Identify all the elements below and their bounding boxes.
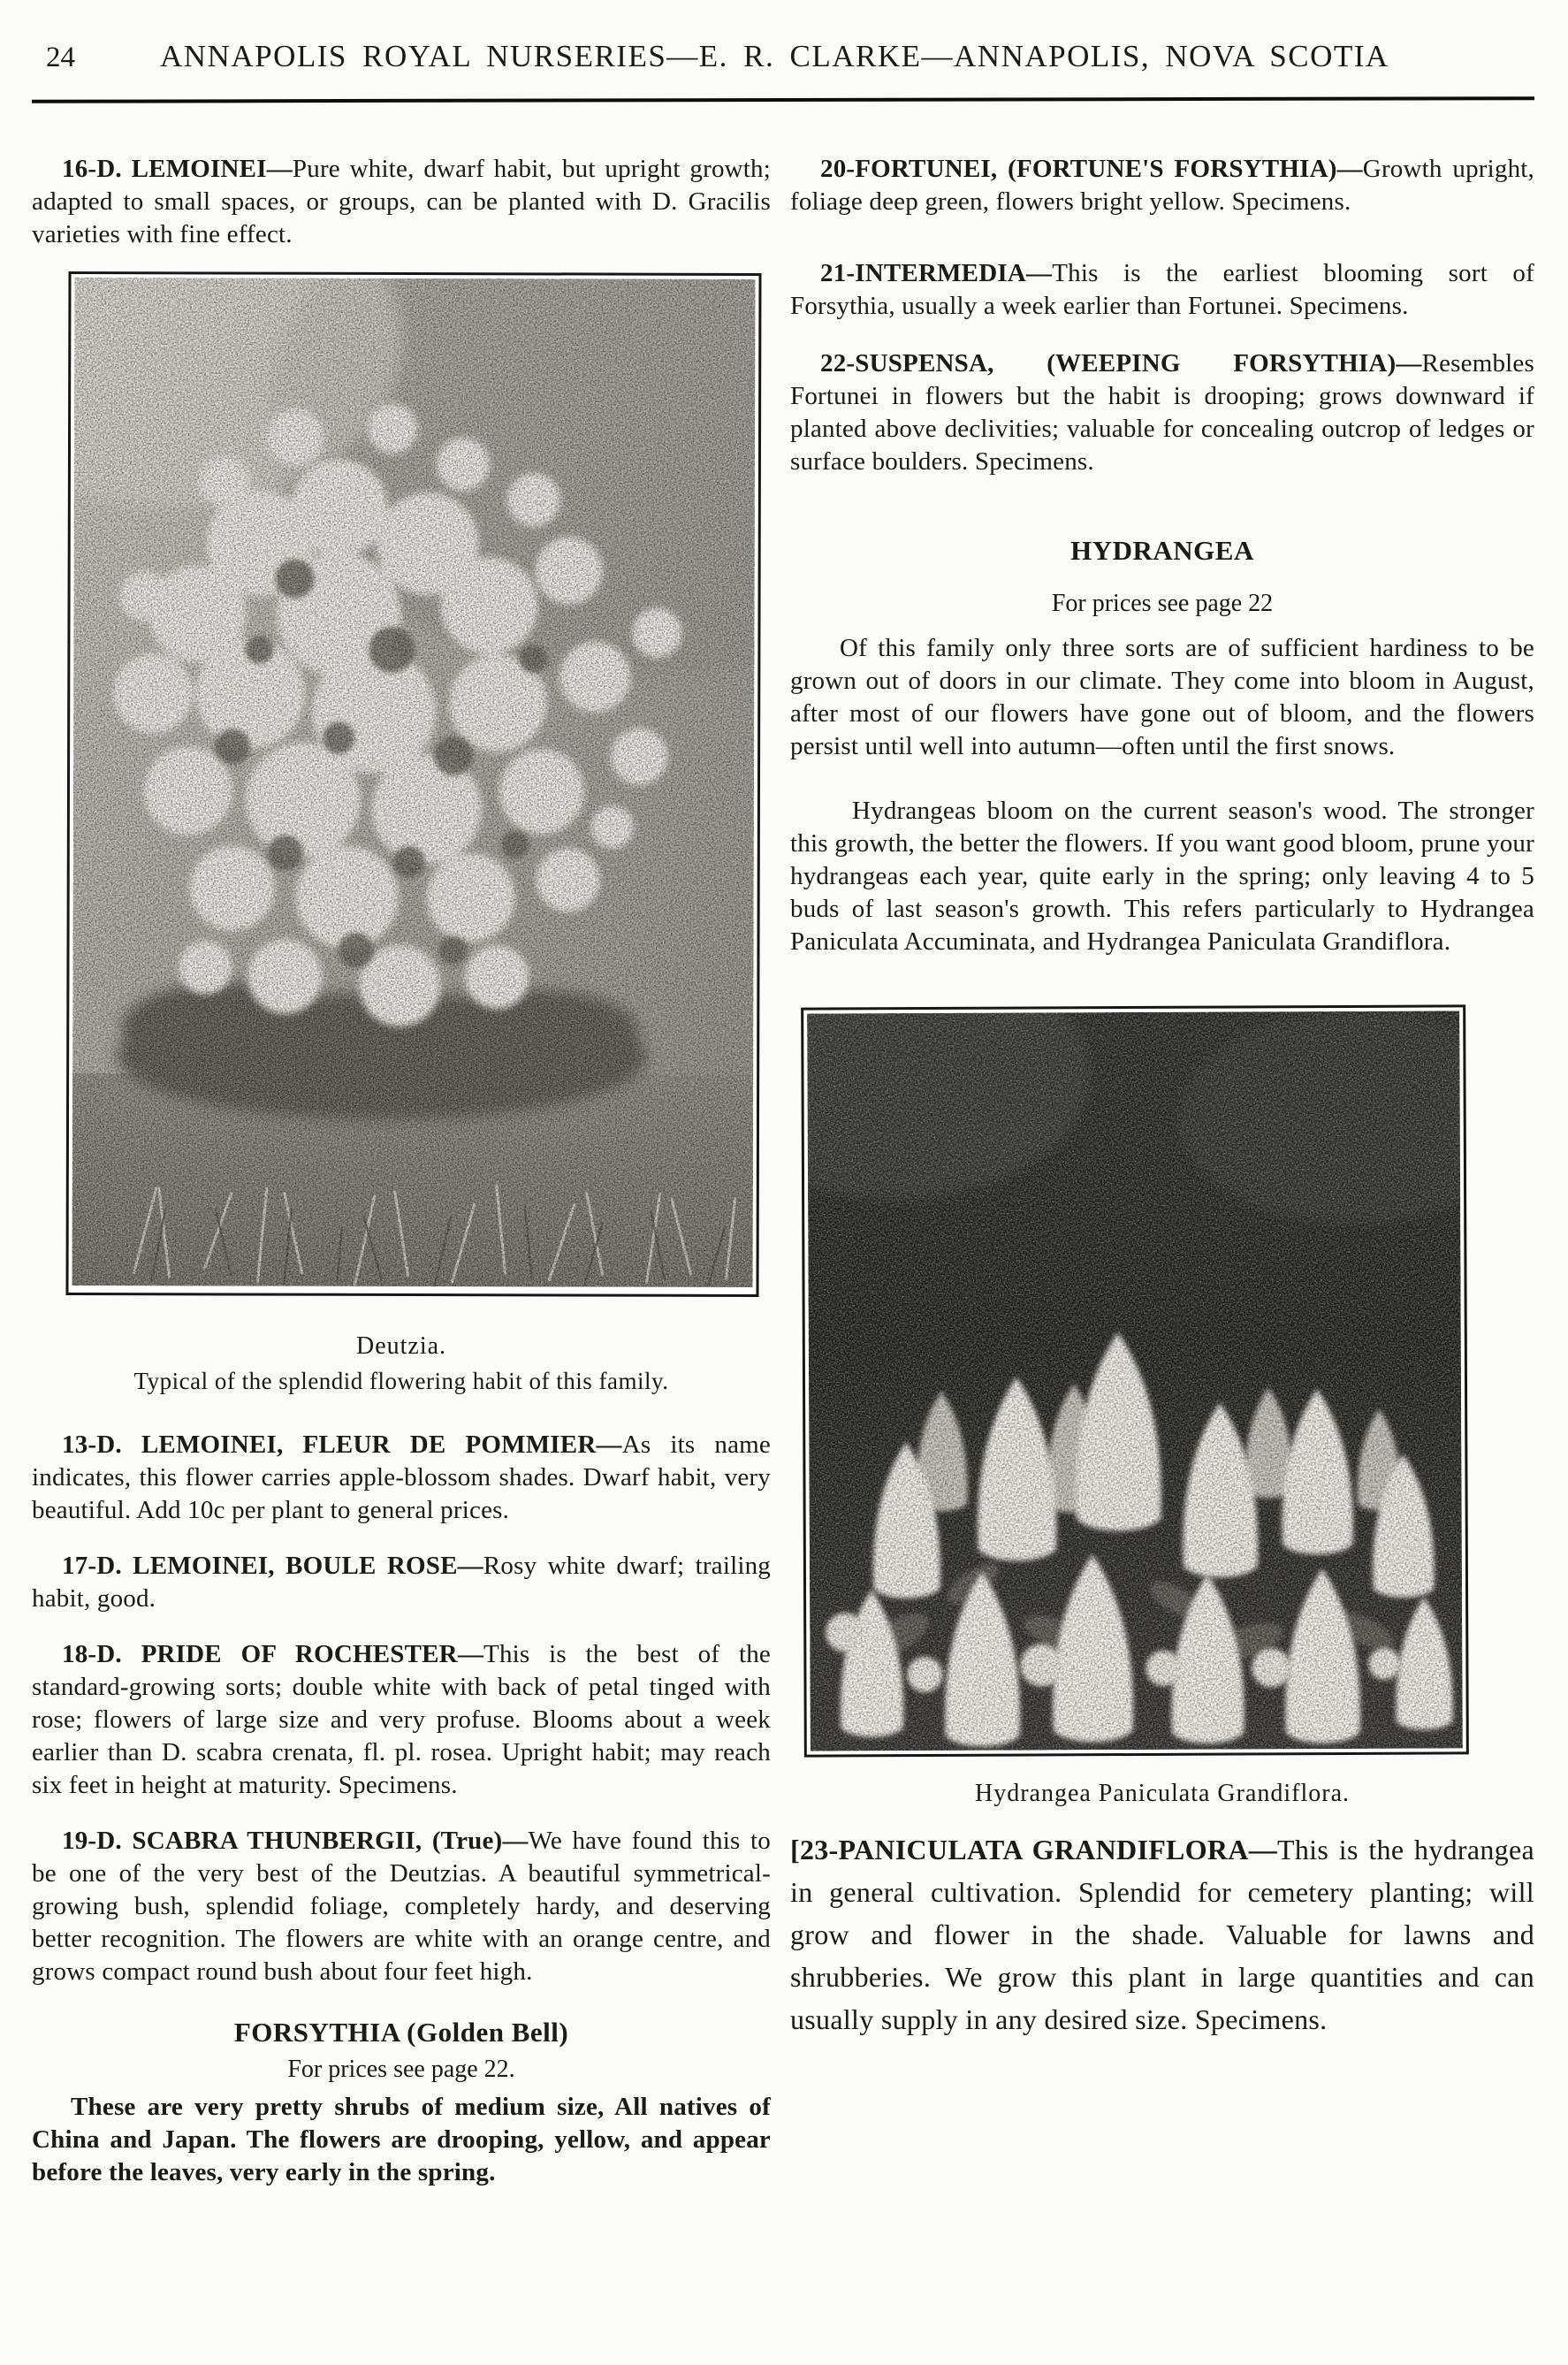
deutzia-subcaption: Typical of the splendid flowering habit of this family. [133,1368,669,1394]
entry-17d-head: 17-D. LEMOINEI, BOULE ROSE— [62,1552,483,1580]
right-column [790,153,1534,2189]
entry-18d [32,1638,771,1802]
page-title: ANNAPOLIS ROYAL NURSERIES—E. R. CLARKE—ANNAPOLIS, NOVA SCOTIA [160,39,1389,73]
page-number: 24 [46,42,75,73]
entry-13d-head: 13-D. LEMOINEI, FLEUR DE POMMIER— [62,1430,622,1459]
entry-22-body: Resembles Fortunei in flowers but the habit is drooping; grows downward if planted above declivities; valuable for concealing outcrop of ledges or surface boulders. Specimens. [790,349,1534,476]
forsythia-intro: These are very pretty shrubs of medium size, All natives of China and Japan. The flowers are drooping, yellow, and appear before the leaves, very early in the spring. [32,2093,771,2186]
entry-20-body: Growth upright, foliage deep green, flowers bright yellow. Specimens. [790,155,1534,216]
entry-22 [790,347,1534,478]
entry-20-head: 20-FORTUNEI, (FORTUNE'S FORSYTHIA)— [820,155,1363,183]
entry-21-body: This is the earliest blooming sort of Forsythia, usually a week earlier than Fortunei. Specimens. [790,259,1534,320]
hydrangea-intro-2: Hydrangeas bloom on the current season's wood. The stronger this growth, the better the flowers. If you want good bloom, prune your hydrangeas each year, quite early in the spring; only leaving 4 to 5 buds of last season's growth. This refers particularly to Hydrangea Paniculata Accuminata, and Hydrangea Paniculata Grandiflora. [790,797,1534,956]
entry-20 [790,153,1534,218]
deutzia-caption: Deutzia. [355,1332,447,1360]
entry-19d [32,1825,771,1988]
entry-16d-body: Pure white, dwarf habit, but upright growth; adapted to small spaces, or groups, can be planted with D. Gracilis varieties with fine effect. [32,155,772,248]
entry-19d-body: We have found this to be one of the very best of the Deutzias. A beautiful symmetrical-growing bush, splendid foliage, completely hardy, and deserving better recognition. The flowers are white with an orange centre, and grows compact round bush about four feet high. [32,1827,771,1986]
hydrangea-photo [801,1004,1469,1757]
header-rule [32,96,1534,103]
page-body [0,153,1568,2189]
hydrangea-heading: HYDRANGEA [1070,535,1254,566]
entry-22-head: 22-SUSPENSA, (WEEPING FORSYTHIA)— [820,349,1422,378]
entry-19d-head: 19-D. SCABRA THUNBERGII, (True)— [62,1827,529,1855]
entry-17d [32,1550,771,1615]
hydrangea-caption: Hydrangea Paniculata Grandiflora. [974,1780,1351,1807]
entry-13d [32,1429,771,1527]
entry-23-head: [23-PANICULATA GRANDIFLORA— [790,1834,1278,1865]
deutzia-photo-art [72,278,756,1287]
entry-17d-body: Rosy white dwarf; trailing habit, good. [32,1552,771,1613]
deutzia-photo [65,271,761,1297]
forsythia-prices-note: For prices see page 22. [287,2056,515,2083]
entry-13d-body: As its name indicates, this flower carries apple-blossom shades. Dwarf habit, very beautiful. Add 10c per plant to general prices. [32,1430,771,1524]
entry-18d-body: This is the best of the standard-growing sorts; double white with back of petal tinged with rose; flowers of large size and very profuse. Blooms about a week earlier than D. scabra crenata, fl. pl. rosea. Upright habit; may reach six feet in height at maturity. Specimens. [32,1640,772,1799]
entry-23-body: This is the hydrangea in general cultivation. Splendid for cemetery planting; will grow and flower in the shade. Valuable for lawns and shrubberies. We grow this plant in large quantities and can usually supply in any desired size. Specimens. [790,1834,1534,2035]
entry-16d-head: 16-D. LEMOINEI— [62,155,293,183]
hydrangea-prices-note: For prices see page 22 [1051,590,1274,617]
forsythia-heading: FORSYTHIA (Golden Bell) [233,2017,569,2048]
entry-18d-head: 18-D. PRIDE OF ROCHESTER— [62,1640,484,1668]
page-header [46,35,1533,79]
entry-16d [32,153,771,251]
entry-23 [790,1828,1534,2041]
hydrangea-intro-1: Of this family only three sorts are of sufficient hardiness to be grown out of doors in our climate. They come into bloom in August, after most of our flowers have gone out of bloom, and the flowers persist until well into autumn—often until the first snows. [790,634,1534,760]
entry-21-head: 21-INTERMEDIA— [820,259,1053,287]
entry-21 [790,257,1534,323]
hydrangea-photo-art [807,1011,1463,1751]
left-column [32,153,771,2189]
